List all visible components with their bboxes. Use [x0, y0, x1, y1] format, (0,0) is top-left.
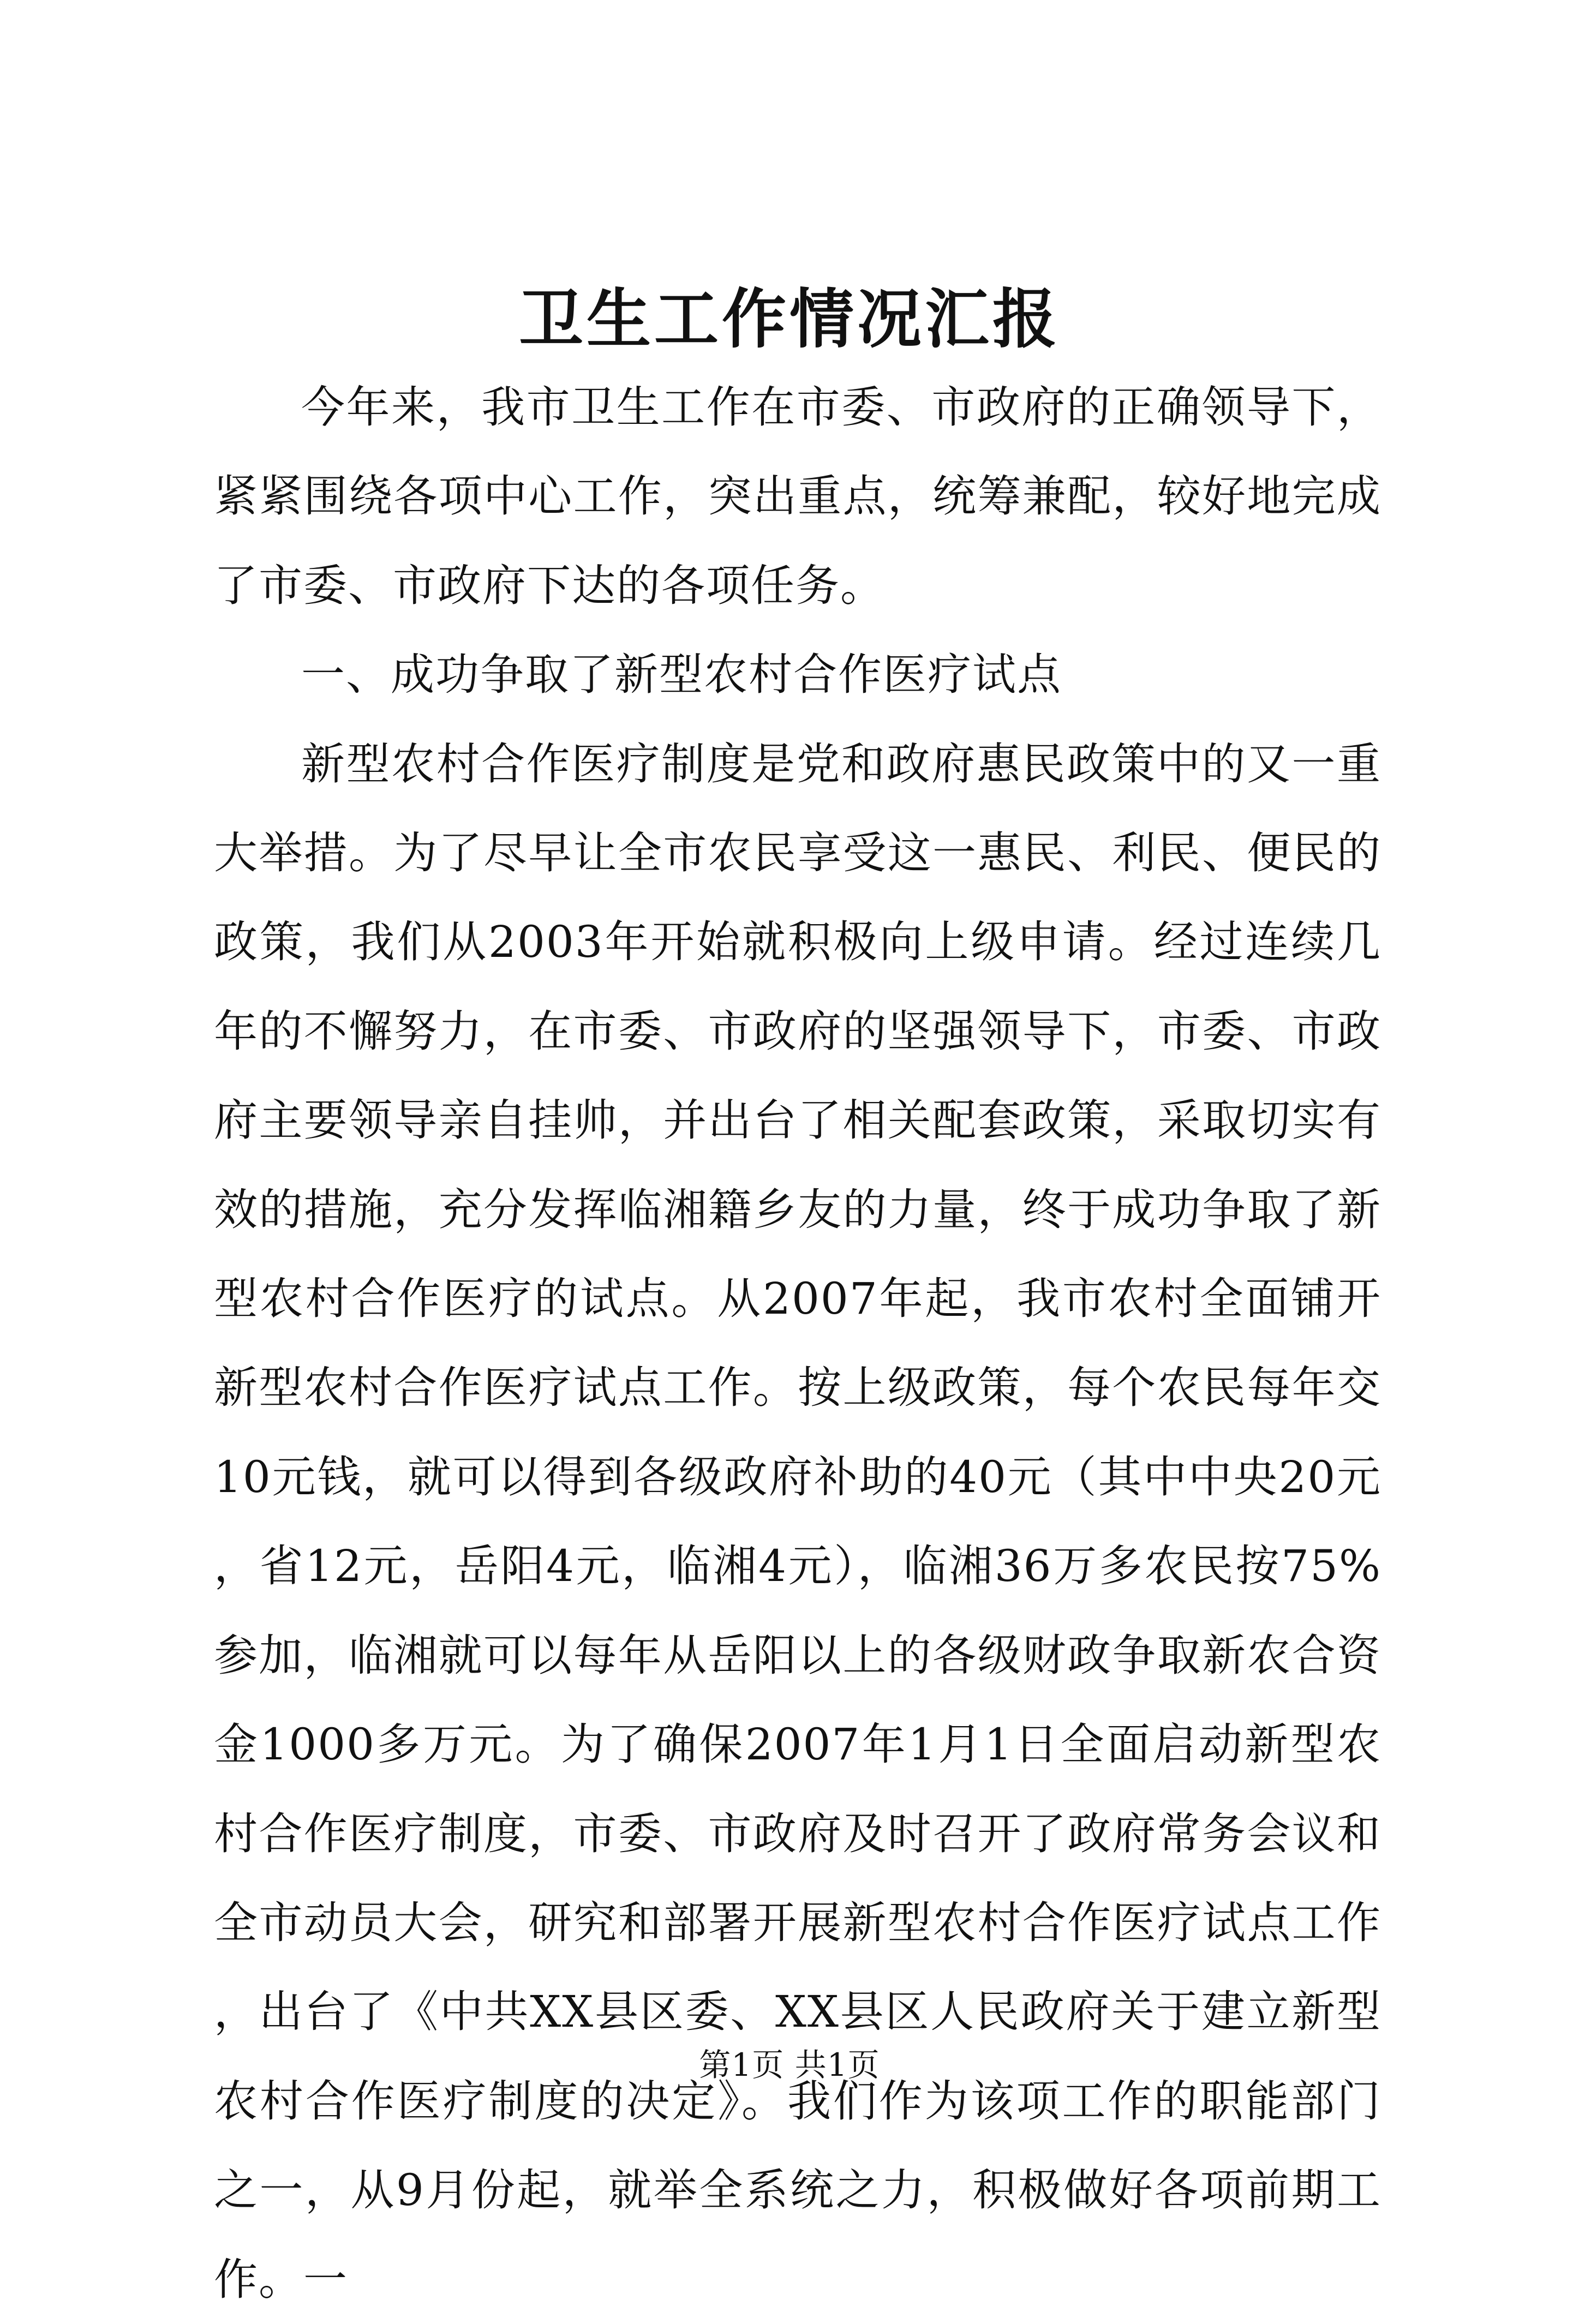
- paragraph-main: 新型农村合作医疗制度是党和政府惠民政策中的又一重大举措。为了尽早让全市农民享受这一惠民、利民、便民的政策，我们从2003年开始就积极向上级申请。经过连续几年的不懈努力，在市委、市政府的坚强领导下，市委、市政府主要领导亲自挂帅，并出台了相关配套政策，采取切实有效的措施，充分发挥临湘籍乡友的力量，终于成功争取了新型农村合作医疗的试点。从2007年起，我市农村全面铺开新型农村合作医疗试点工作。按上级政策，每个农民每年交10元钱，就可以得到各级政府补助的40元（其中中央20元，省12元，岳阳4元，临湘4元），临湘36万多农民按75%参加，临湘就可以每年从岳阳以上的各级财政争取新农合资金1000多万元。为了确保2007年1月1日全面启动新型农村合作医疗制度，市委、市政府及时召开了政府常务会议和全市动员大会，研究和部署开展新型农村合作医疗试点工作，出台了《中共XX县区委、XX县区人民政府关于建立新型农村合作医疗制度的决定》。我们作为该项工作的职能部门之一，从9月份起，就举全系统之力，积极做好各项前期工作。一: [214, 738, 1381, 2305]
- section-heading: 一、成功争取了新型农村合作医疗试点: [301, 649, 1062, 700]
- page-footer: 第1页 共1页: [699, 2046, 880, 2083]
- paragraph-intro: 今年来，我市卫生工作在市委、市政府的正确领导下，紧紧围绕各项中心工作，突出重点，统筹兼配，较好地完成了市委、市政府下达的各项任务。: [214, 382, 1381, 611]
- document-body: [214, 363, 1381, 2324]
- document-title: 卫生工作情况汇报: [518, 281, 1060, 357]
